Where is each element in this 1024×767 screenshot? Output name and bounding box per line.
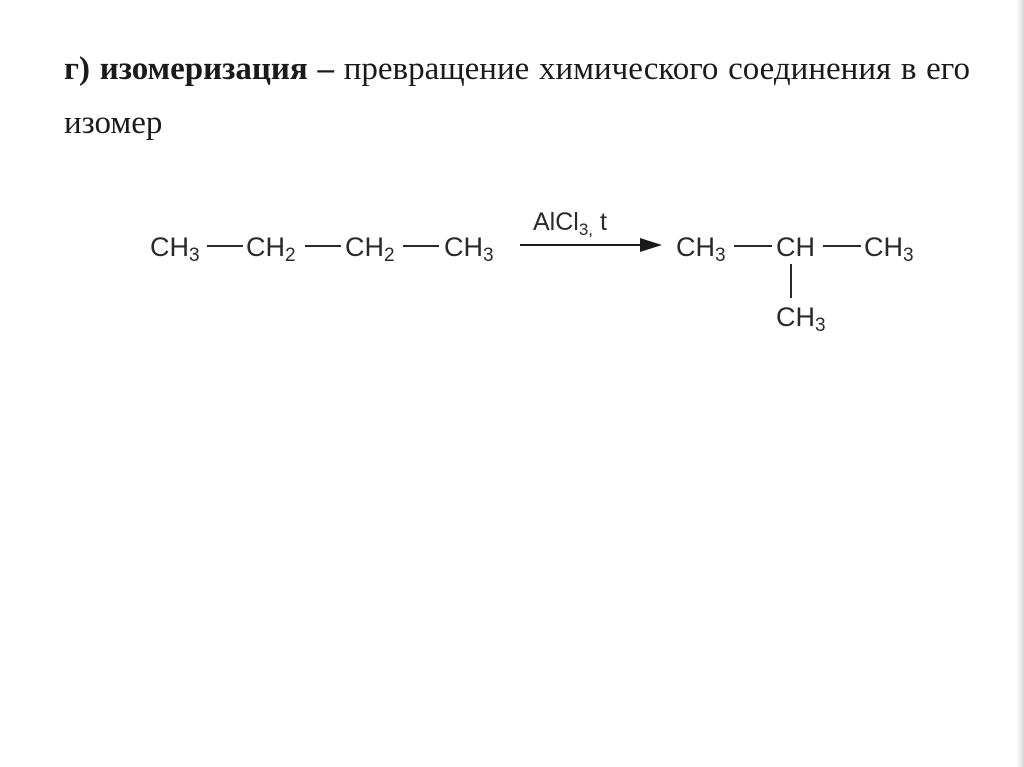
slide-edge-shadow (1016, 0, 1024, 767)
reaction-conditions (533, 208, 607, 239)
temperature-label: t (593, 208, 607, 236)
product-bond-branch (790, 264, 792, 298)
reactant-group-3: $CH_2$ (345, 232, 395, 266)
reaction-arrow-head (640, 238, 662, 252)
reactant-bond-2 (305, 245, 341, 247)
definition-dash: – (317, 51, 334, 87)
reactant-bond-1 (207, 245, 243, 247)
product-bond-right (823, 245, 861, 247)
definition-term: изомеризация (99, 51, 308, 87)
reactant-bond-3 (403, 245, 439, 247)
product-group-left: $CH_3$ (676, 232, 726, 266)
product-bond-left (734, 245, 772, 247)
product-group-center: CH (776, 232, 815, 262)
reactant-group-1: $CH_3$ (150, 232, 200, 266)
reactant-group-2: $CH_2$ (246, 232, 296, 266)
definition-text (64, 42, 970, 150)
definition-letter: г) (64, 51, 90, 87)
product-group-right: $CH_3$ (864, 232, 914, 266)
product-group-branch: $CH_3$ (776, 302, 826, 336)
catalyst-subscript: 3, (578, 220, 594, 239)
reactant-group-4: $CH_3$ (444, 232, 494, 266)
definition-body: превращение химического соединения в его изомер (64, 51, 970, 141)
reaction-arrow-line (520, 244, 642, 246)
catalyst-formula: AlCl (533, 208, 579, 236)
